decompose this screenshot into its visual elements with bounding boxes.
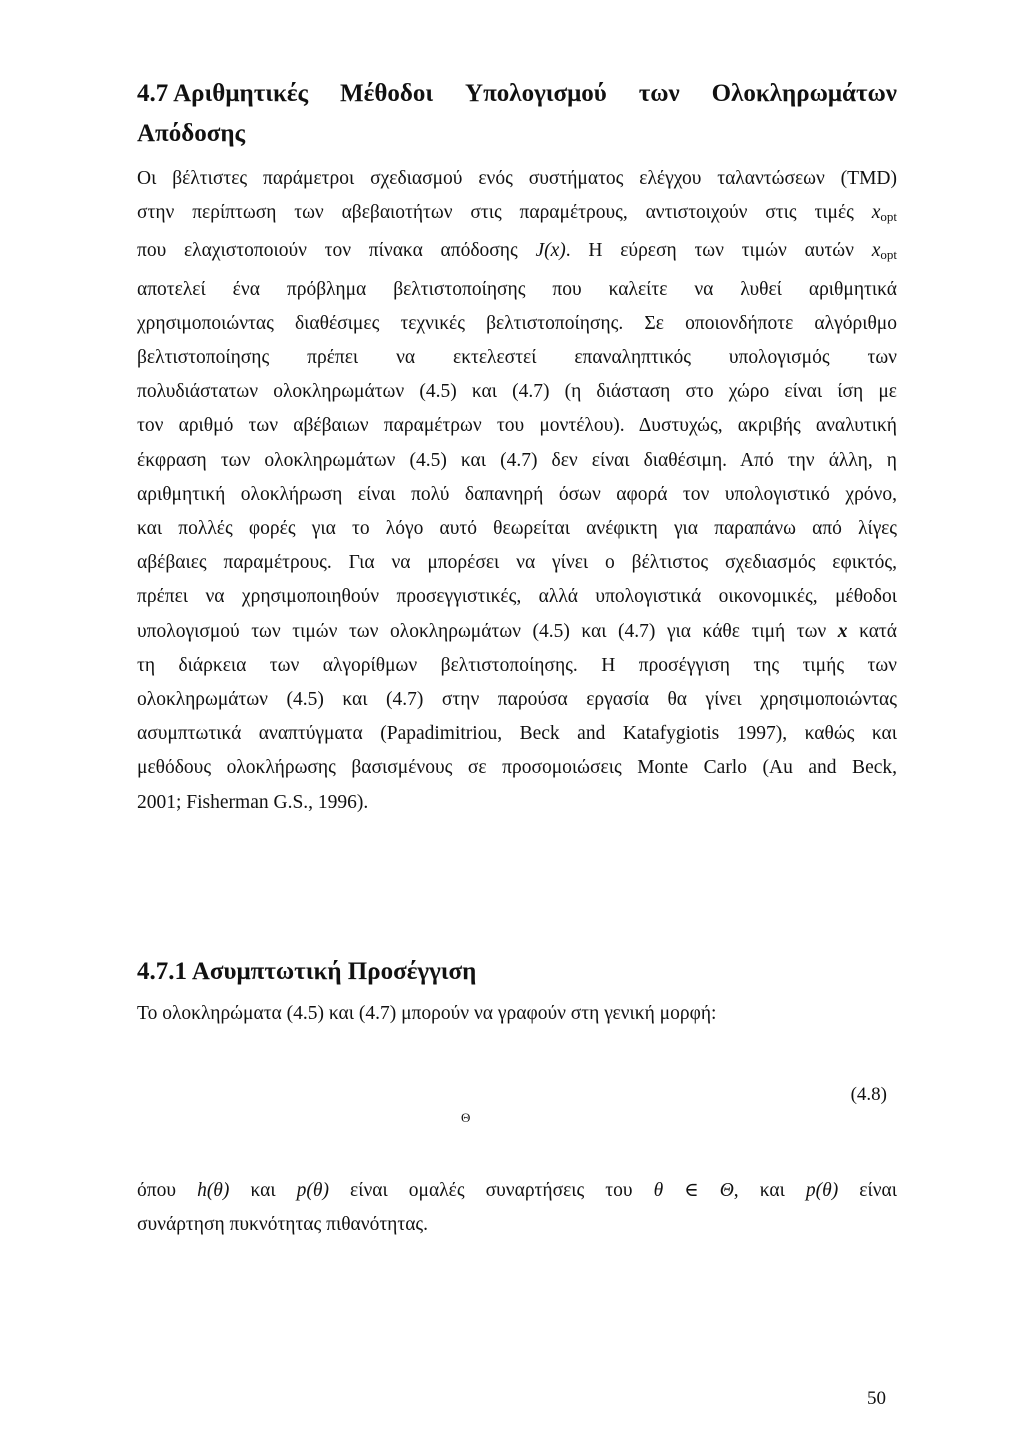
math-performance-index: J(x) <box>535 240 566 262</box>
text-line: ολοκληρωμάτων (4.5) και (4.7) στην παρούσα εργασία θα γίνει χρησιμοποιώντας <box>137 689 897 711</box>
section-heading-line1 <box>137 74 897 114</box>
text-span: υπολογισμού των τιμών των ολοκληρωμάτων (4.5) και (4.7) για κάθε τιμή των <box>137 620 838 642</box>
text-line: ασυμπτωτικά αναπτύγματα (Papadimitriou, Beck and Katafygiotis 1997), καθώς και <box>137 723 897 745</box>
heading-word: Μέθοδοι <box>340 80 434 107</box>
text-line: μεθόδους ολοκλήρωσης βασισμένους σε προσομοιώσεις Monte Carlo (Au and Beck, <box>137 757 897 779</box>
subsection-heading <box>137 955 476 989</box>
text-span: κατά <box>847 620 897 642</box>
text-line: Το ολοκληρώματα (4.5) και (4.7) μπορούν να γραφούν στη γενική μορφή: <box>137 1003 717 1024</box>
text-line <box>137 196 897 234</box>
text-span: είναι ομαλές συναρτήσεις του <box>328 1180 654 1201</box>
subsection-intro <box>137 997 897 1031</box>
text-span: . Η εύρεση των τιμών αυτών <box>565 240 872 262</box>
math-subscript-opt: opt <box>880 247 897 263</box>
math-h-theta: h(θ) <box>197 1180 230 1201</box>
text-line <box>137 615 897 649</box>
body-paragraph-1 <box>137 162 897 820</box>
heading-word: Υπολογισμού <box>465 80 607 107</box>
text-line: τη διάρκεια των αλγορίθμων βελτιστοποίησης. Η προσέγγιση της τιμής των <box>137 654 897 676</box>
text-span: είναι <box>838 1180 898 1201</box>
math-subscript-opt: opt <box>880 209 897 225</box>
subsection-title: Ασυμπτωτική Προσέγγιση <box>191 958 477 985</box>
math-p-theta: p(θ) <box>805 1180 839 1201</box>
text-line: αριθμητική ολοκλήρωση είναι πολύ δαπανηρή όσων αφορά τον υπολογιστικό χρόνο, <box>137 483 897 505</box>
heading-word: Ολοκληρωμάτων <box>711 80 897 107</box>
text-span: όπου <box>137 1180 198 1201</box>
text-line: έκφραση των ολοκληρωμάτων (4.5) και (4.7) δεν είναι διαθέσιμη. Από την άλλη, η <box>137 449 897 471</box>
section-heading-line2: Απόδοσης <box>137 120 246 147</box>
text-line: και πολλές φορές για το λόγο αυτό θεωρείται ανέφικτη για παραπάνω από λίγες <box>137 518 897 540</box>
page-number: 50 <box>867 1388 886 1409</box>
text-line <box>137 234 897 272</box>
text-line: αποτελεί ένα πρόβλημα βελτιστοποίησης που καλείτε να λυθεί αριθμητικά <box>137 278 897 300</box>
text-line: 2001; Fisherman G.S., 1996). <box>137 791 369 813</box>
subsection-number: 4.7.1 <box>137 958 187 985</box>
heading-word: 4.7 Αριθμητικές <box>137 80 309 107</box>
text-line: πολυδιάστατων ολοκληρωμάτων (4.5) και (4.7) (η διάσταση στο χώρο είναι ίση με <box>137 381 897 403</box>
text-line: συνάρτηση πυκνότητας πιθανότητας. <box>137 1214 429 1236</box>
math-p-theta: p(θ) <box>296 1180 329 1201</box>
text-line: πρέπει να χρησιμοποιηθούν προσεγγιστικές, αλλά υπολογιστικά οικονομικές, μέθοδοι <box>137 586 897 608</box>
text-line: χρησιμοποιώντας διαθέσιμες τεχνικές βελτιστοποίησης. Σε οποιονδήποτε αλγόριθμο <box>137 312 897 334</box>
body-paragraph-2 <box>137 1174 897 1242</box>
text-line: τον αριθμό των αβέβαιων παραμέτρων του μοντέλου). Δυστυχώς, ακριβής αναλυτική <box>137 415 897 437</box>
text-span: στην περίπτωση των αβεβαιοτήτων στις παραμέτρους, αντιστοιχούν στις τιμές <box>137 202 872 224</box>
math-theta-in-domain: θ ∈ Θ <box>653 1180 734 1201</box>
math-x <box>872 240 897 261</box>
text-line: βελτιστοποίησης πρέπει να εκτελεστεί επαναληπτικός υπολογισμός των <box>137 347 897 369</box>
section-heading <box>137 74 897 154</box>
text-line: αβέβαιες παραμέτρους. Για να μπορέσει να γίνει ο βέλτιστος σχεδιασμός εφικτός, <box>137 552 897 574</box>
equation-number: (4.8) <box>850 1084 887 1105</box>
text-span: και <box>229 1180 297 1201</box>
integration-domain-symbol: Θ <box>461 1110 471 1125</box>
math-x-letter: x <box>837 620 848 642</box>
text-span: που ελαχιστοποιούν τον πίνακα απόδοσης <box>137 240 536 262</box>
heading-word: των <box>638 80 680 107</box>
math-x <box>872 202 897 223</box>
math-x-letter: x <box>871 202 881 224</box>
text-line: Οι βέλτιστες παράμετροι σχεδιασμού ενός συστήματος ελέγχου ταλαντώσεων (TMD) <box>137 168 897 189</box>
text-span: , και <box>733 1180 806 1201</box>
text-line <box>137 1174 897 1208</box>
math-x-letter: x <box>871 240 881 262</box>
